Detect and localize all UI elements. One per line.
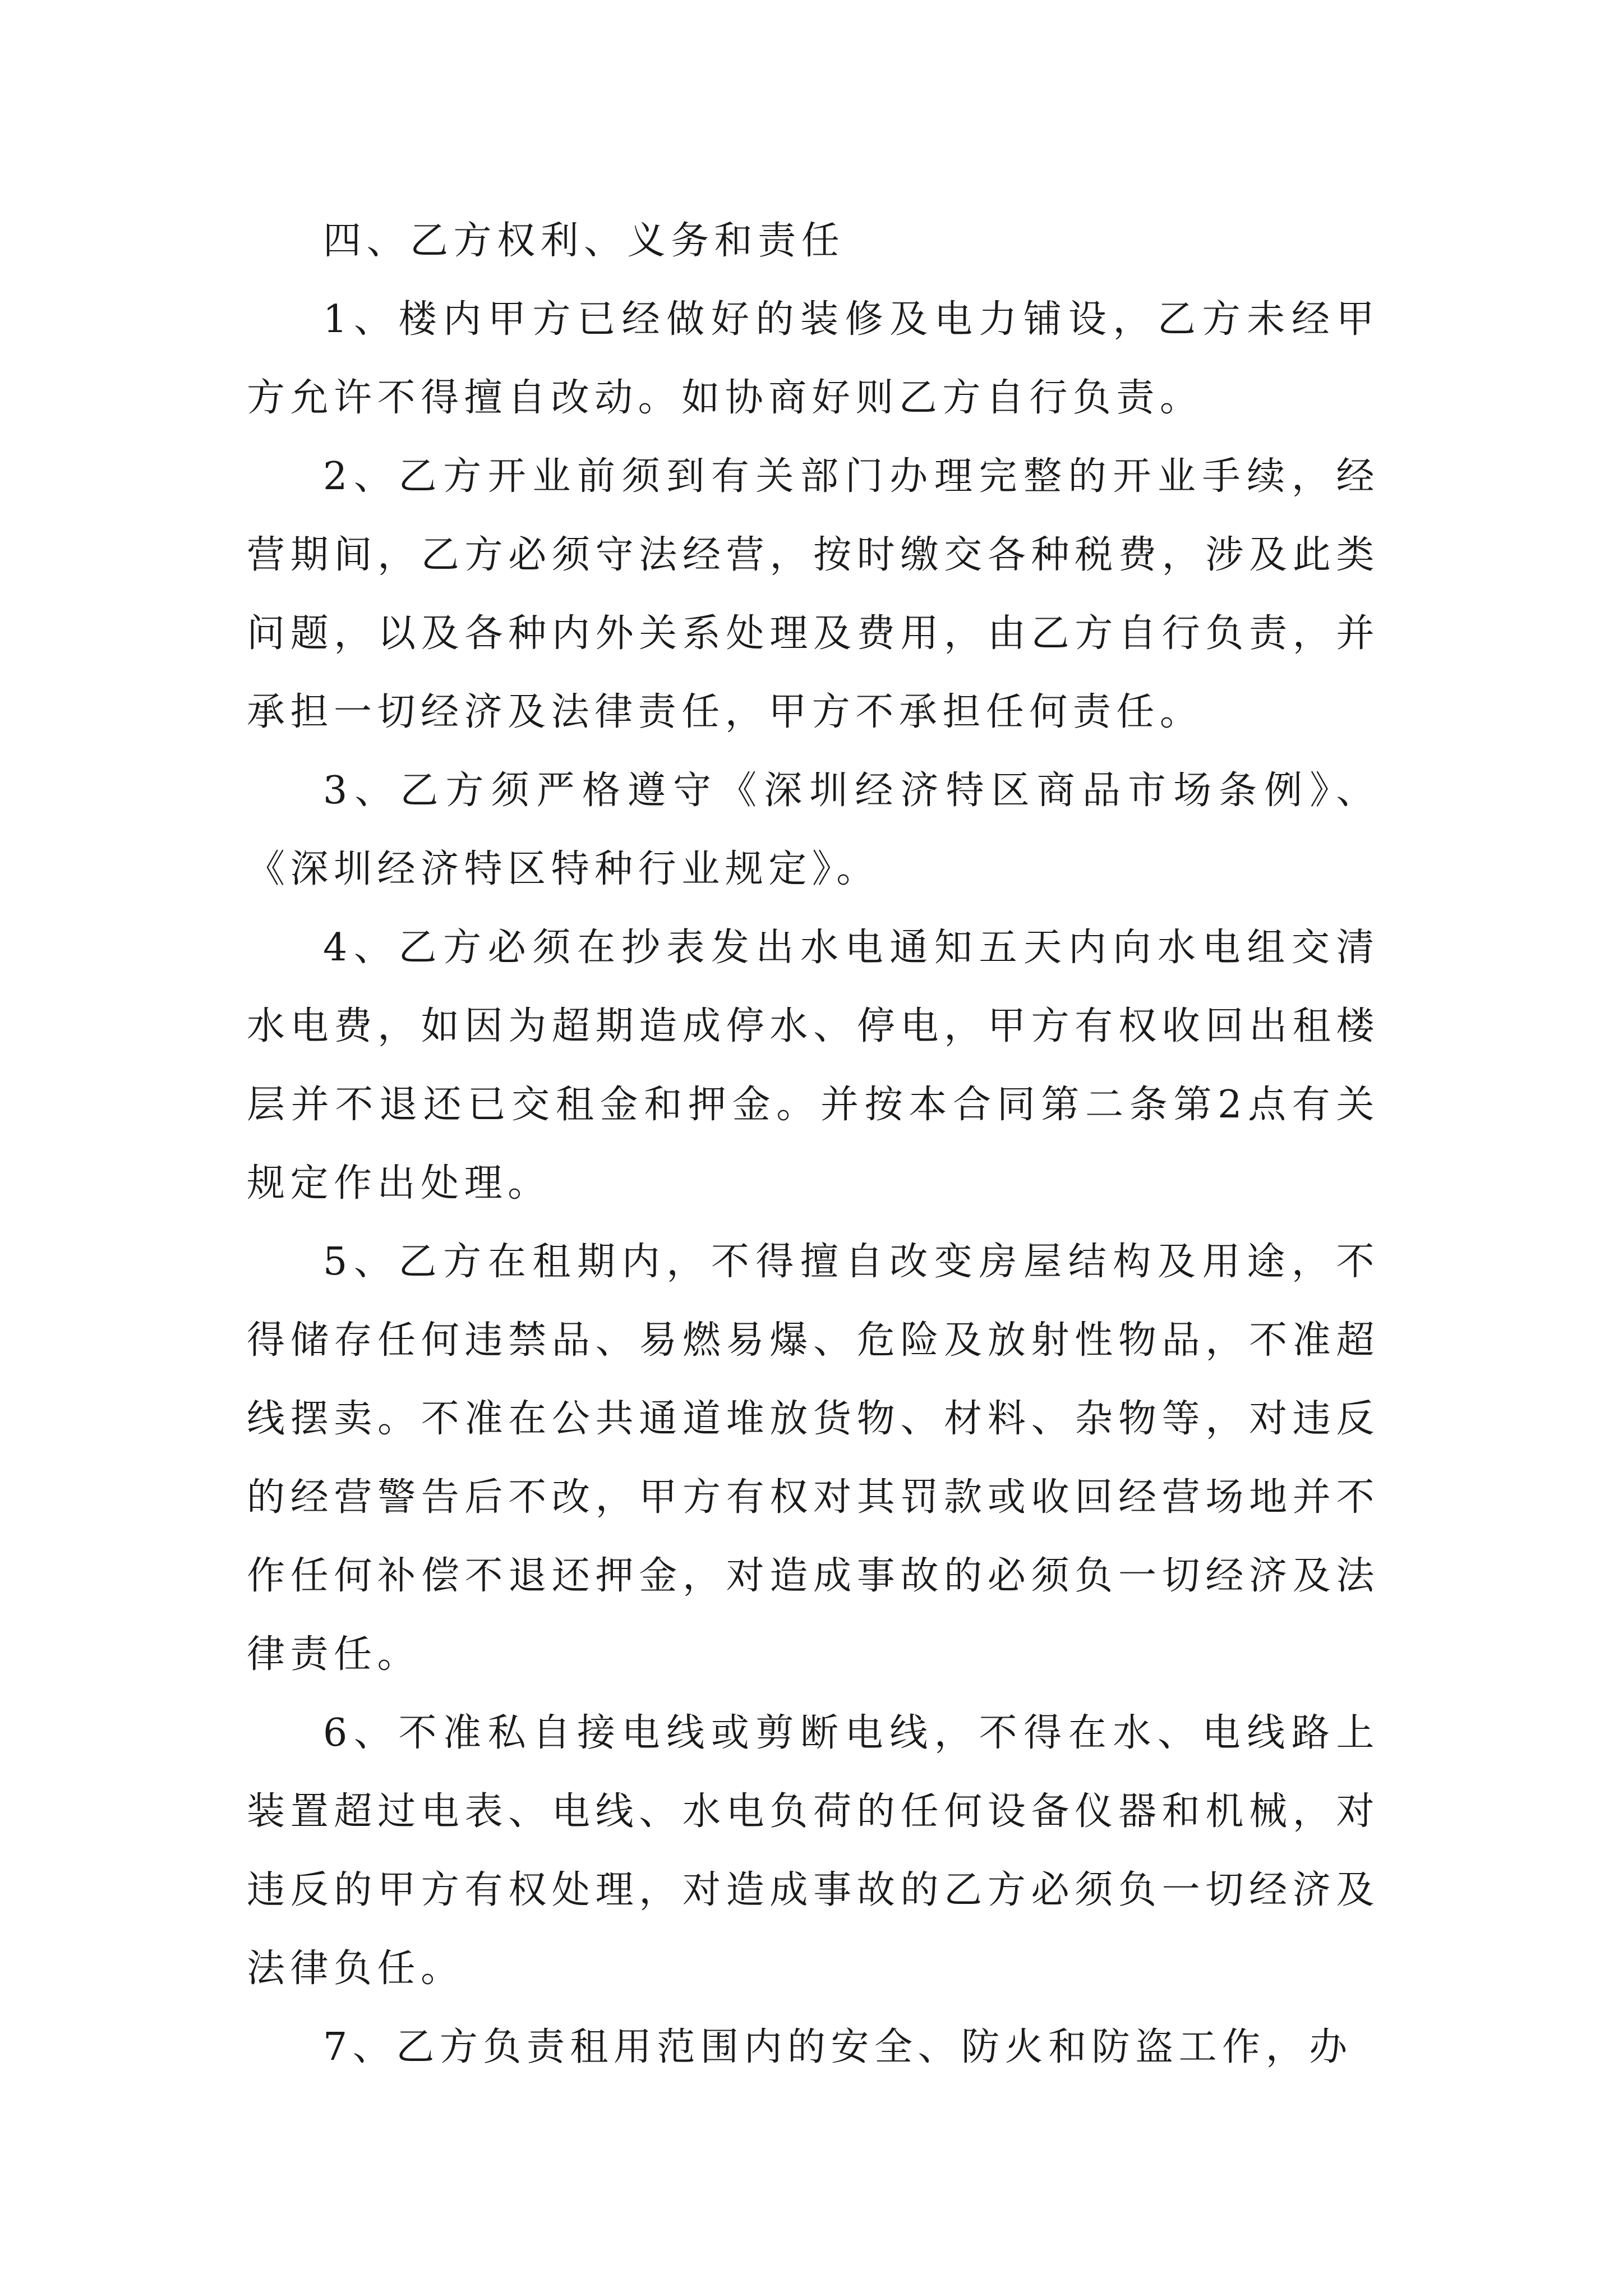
clause-3: 3、乙方须严格遵守《深圳经济特区商品市场条例》、《深圳经济特区特种行业规定》。 bbox=[247, 769, 1380, 891]
clause-1: 1、楼内甲方已经做好的装修及电力铺设，乙方未经甲方允许不得擅自改动。如协商好则乙方自行负责。 bbox=[247, 297, 1380, 420]
clause-4: 4、乙方必须在抄表发出水电通知五天内向水电组交清水电费，如因为超期造成停水、停电，甲方有权收回出租楼层并不退还已交租金和押金。并按本合同第二条第2点有关规定作出处理。 bbox=[247, 926, 1380, 1205]
clause-2: 2、乙方开业前须到有关部门办理完整的开业手续，经营期间，乙方必须守法经营，按时缴交各种税费，涉及此类问题，以及各种内外关系处理及费用，由乙方自行负责，并承担一切经济及法律责任，甲方不承担任何责任。 bbox=[247, 454, 1380, 734]
section-heading: 四、乙方权利、义务和责任 bbox=[323, 219, 845, 263]
clause-5: 5、乙方在租期内，不得擅自改变房屋结构及用途，不得储存任何违禁品、易燃易爆、危险及放射性物品，不准超线摆卖。不准在公共通道堆放货物、材料、杂物等，对违反的经营警告后不改，甲方有权对其罚款或收回经营场地并不作任何补偿不退还押金，对造成事故的必须负一切经济及法律责任。 bbox=[247, 1240, 1380, 1677]
document-body bbox=[247, 202, 1380, 2087]
clause-6: 6、不准私自接电线或剪断电线，不得在水、电线路上装置超过电表、电线、水电负荷的任何设备仪器和机械，对违反的甲方有权处理，对造成事故的乙方必须负一切经济及法律负任。 bbox=[247, 1711, 1380, 1991]
clause-7: 7、乙方负责租用范围内的安全、防火和防盗工作，办 bbox=[323, 2025, 1353, 2069]
